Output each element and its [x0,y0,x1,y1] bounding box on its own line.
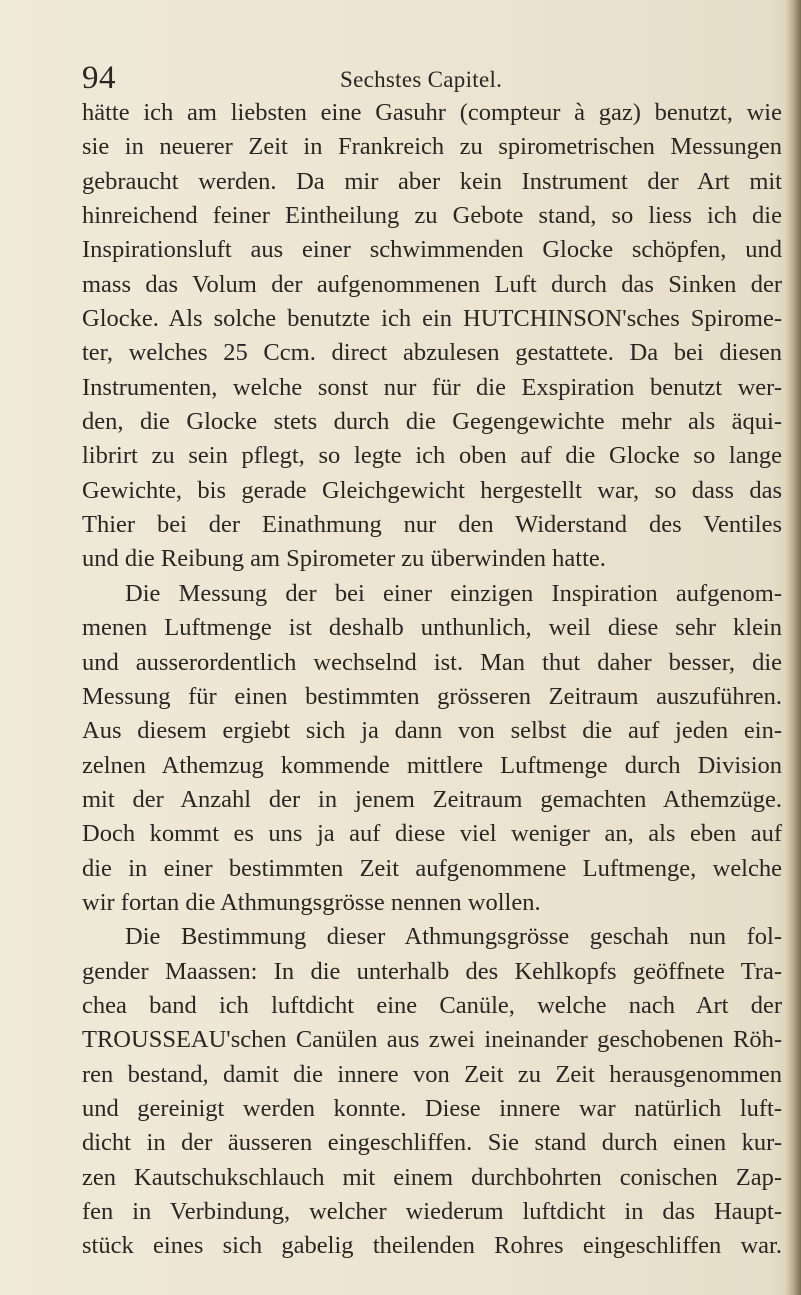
text-line: den, die Glocke stets durch die Gegengewichte mehr als äqui- [82,408,782,436]
text-line: TROUSSEAU'schen Canülen aus zwei ineinander geschobenen Röh- [82,1026,782,1054]
text-line: hätte ich am liebsten eine Gasuhr (compteur à gaz) benutzt, wie [82,99,782,126]
text-line: sie in neuerer Zeit in Frankreich zu spirometrischen Messungen [82,133,782,161]
text-line: Doch kommt es uns ja auf diese viel weniger an, als eben auf [82,820,782,848]
text-line: Die Messung der bei einer einzigen Inspiration aufgenom- [125,579,782,607]
text-line: Aus diesem ergiebt sich ja dann von selbst die auf jeden ein- [82,717,782,745]
text-line: mit der Anzahl der in jenem Zeitraum gemachten Athemzüge. [82,785,782,813]
text-line: Thier bei der Einathmung nur den Widerstand des Ventiles [82,511,782,539]
text-line: wir fortan die Athmungsgrösse nennen wollen. [82,888,541,916]
text-line: Glocke. Als solche benutzte ich ein HUTCHINSON'sches Spirome- [82,305,782,333]
text-line: ter, welches 25 Ccm. direct abzulesen gestattete. Da bei diesen [82,339,782,367]
text-line: menen Luftmenge ist deshalb unthunlich, weil diese sehr klein [82,614,782,642]
text-line: zen Kautschukschlauch mit einem durchbohrten conischen Zap- [82,1163,782,1191]
body-text [82,96,782,1264]
text-line: librirt zu sein pflegt, so legte ich oben auf die Glocke so lange [82,442,782,470]
text-line: Gewichte, bis gerade Gleichgewicht hergestellt war, so dass das [82,476,782,504]
text-line: ren bestand, damit die innere von Zeit zu Zeit herausgenommen [82,1060,782,1088]
text-line: und ausserordentlich wechselnd ist. Man thut daher besser, die [82,648,782,676]
text-line: Die Bestimmung dieser Athmungsgrösse geschah nun fol- [125,923,782,951]
text-line: und gereinigt werden konnte. Diese innere war natürlich luft- [82,1094,782,1122]
text-line: und die Reibung am Spirometer zu überwinden hatte. [82,545,606,573]
text-line: mass das Volum der aufgenommenen Luft durch das Sinken der [82,270,782,298]
text-line: hinreichend feiner Eintheilung zu Gebote stand, so liess ich die [82,202,782,230]
text-line: fen in Verbindung, welcher wiederum luftdicht in das Haupt- [82,1198,782,1225]
text-line: chea band ich luftdicht eine Canüle, welche nach Art der [82,991,782,1019]
text-line: gebraucht werden. Da mir aber kein Instrument der Art mit [82,167,782,195]
text-line: dicht in der äusseren eingeschliffen. Sie stand durch einen kur- [82,1129,782,1157]
text-line: stück eines sich gabelig theilenden Rohres eingeschliffen war. [82,1232,782,1260]
text-line: Inspirationsluft aus einer schwimmenden Glocke schöpfen, und [82,236,782,264]
text-line: Instrumenten, welche sonst nur für die Exspiration benutzt wer- [82,373,782,401]
text-line: zelnen Athemzug kommende mittlere Luftmenge durch Division [82,751,782,779]
text-line: Messung für einen bestimmten grösseren Zeitraum auszuführen. [82,682,782,710]
running-title: Sechstes Capitel. [340,67,503,92]
page-number: 94 [82,60,116,96]
text-line: die in einer bestimmten Zeit aufgenommene Luftmenge, welche [82,854,782,882]
text-line: gender Maassen: In die unterhalb des Kehlkopfs geöffnete Tra- [82,957,782,985]
page-edge-shadow [785,0,801,1295]
